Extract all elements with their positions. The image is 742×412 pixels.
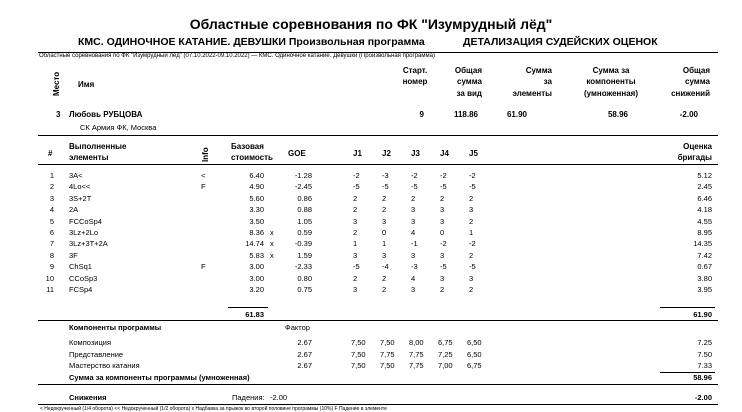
component-judge-score: 6,50	[467, 338, 482, 347]
tes-header-2: за	[543, 77, 552, 86]
judge-header-2: J2	[382, 149, 391, 158]
tes-header-3: элементы	[512, 89, 552, 98]
pcs-header-1: Сумма за	[592, 66, 630, 75]
element-judge-score: 2	[469, 216, 474, 226]
element-judge-score: 3	[440, 250, 445, 260]
element-base-value: 3.30	[249, 205, 264, 215]
ded-header-3: снижений	[671, 89, 710, 98]
element-code: 3S+2T	[69, 193, 92, 203]
element-base-value: 3.20	[249, 285, 264, 294]
element-judge-score: -2	[411, 171, 418, 180]
element-judge-score: 2	[440, 193, 445, 203]
element-panel-score: 14.35	[693, 239, 712, 249]
element-panel-score: 4.18	[697, 205, 712, 215]
element-number: 8	[49, 250, 54, 260]
bv-header-1: Базовая	[231, 142, 264, 151]
component-judge-score: 7,50	[351, 338, 366, 347]
element-judge-score: 2	[353, 205, 358, 215]
element-bonus-marker: x	[270, 228, 274, 237]
element-panel-score: 6.46	[697, 193, 712, 203]
skater-name: Любовь РУБЦОВА	[69, 110, 143, 119]
element-judge-score: 3	[382, 216, 387, 226]
element-judge-score: -5	[411, 182, 418, 192]
element-judge-score: -5	[353, 262, 360, 272]
bv-total: 61.83	[245, 310, 264, 319]
component-judge-score: 7,25	[438, 349, 453, 359]
element-judge-score: 2	[440, 285, 445, 294]
element-number: 7	[49, 239, 54, 249]
deductions-total: -2.00	[694, 393, 712, 402]
element-code: CCoSp3	[69, 273, 98, 283]
goe-header: GOE	[288, 149, 306, 158]
component-name: Мастерство катания	[69, 361, 140, 371]
element-judge-score: 2	[353, 193, 358, 203]
element-goe: 0.86	[297, 193, 312, 203]
element-judge-score: -5	[440, 262, 447, 272]
score-header-1: Оценка	[683, 142, 712, 151]
element-judge-score: 4	[411, 273, 416, 283]
element-code: FCSp4	[69, 285, 93, 294]
element-number: 3	[49, 193, 54, 203]
judge-header-3: J3	[411, 149, 420, 158]
skater-total: 118.86	[453, 110, 478, 119]
element-judge-score: 2	[411, 193, 416, 203]
components-sum-label: Сумма за компоненты программы (умноженная)	[69, 373, 250, 382]
element-judge-score: 3	[440, 205, 445, 215]
element-number: 4	[49, 205, 54, 215]
ded-header-2: сумма	[685, 77, 710, 86]
component-judge-score: 7,75	[409, 361, 424, 371]
component-judge-score: 7,50	[380, 338, 395, 347]
component-score: 7.33	[697, 361, 712, 371]
component-judge-score: 7,75	[409, 349, 424, 359]
element-code: 2A	[69, 205, 79, 215]
element-bonus-marker: x	[270, 239, 274, 249]
element-number: 10	[45, 273, 54, 283]
page-title: Областные соревнования по ФК "Изумрудный лёд"	[189, 16, 553, 32]
elements-header-1: Выполненные	[69, 142, 127, 151]
ded-header-1: Общая	[682, 66, 710, 75]
element-goe: -1.28	[294, 171, 312, 180]
pcs-header-2: компоненты	[586, 77, 636, 86]
components-sum: 58.96	[693, 373, 712, 382]
element-base-value: 5.60	[249, 193, 264, 203]
deductions-separator	[38, 384, 718, 385]
element-judge-score: 3	[353, 285, 358, 294]
component-judge-score: 7,50	[351, 349, 366, 359]
element-judge-score: 0	[440, 228, 445, 237]
element-judge-score: -5	[382, 182, 389, 192]
element-code: 3Lz+2Lo	[69, 228, 98, 237]
score-total: 61.90	[693, 310, 712, 319]
element-number: 11	[46, 285, 54, 294]
element-judge-score: 2	[353, 273, 358, 283]
element-panel-score: 2.45	[697, 182, 712, 192]
component-factor: 2.67	[297, 361, 312, 371]
judge-header-5: J5	[469, 149, 478, 158]
element-panel-score: 3.80	[697, 273, 712, 283]
event-line: Областные соревнования по ФК "Изумрудный лёд" (07.10.2022-09.10.2022) — КМС. Одиночное катание. Девушки (Произвольная программа)	[39, 53, 435, 59]
total-header-2: сумма	[457, 77, 482, 86]
elements-header-2: элементы	[69, 153, 109, 162]
element-judge-score: 2	[469, 285, 474, 294]
components-header: Компоненты программы	[69, 323, 162, 332]
element-judge-score: -5	[440, 182, 447, 192]
element-judge-score: 2	[382, 273, 387, 283]
element-judge-score: -2	[469, 171, 476, 180]
element-code: 4Lo<<	[69, 182, 91, 192]
element-goe: 0.75	[297, 285, 312, 294]
skater-tes: 61.90	[506, 110, 527, 119]
element-base-value: 3.00	[249, 273, 264, 283]
name-header: Имя	[78, 80, 95, 89]
element-judge-score: 3	[353, 216, 358, 226]
element-panel-score: 0.67	[697, 262, 712, 272]
element-number: 2	[49, 182, 54, 192]
skater-club: СК Армия ФК, Москва	[80, 123, 157, 132]
component-judge-score: 7,50	[351, 361, 366, 371]
footnote: < Недокрученный (1/4 оборота) << Недокрученный (1/2 оборота) x Надбавка за прыжок во второй половине программы (10%) F Падение в элементе	[40, 406, 387, 412]
element-bonus-marker: x	[270, 250, 274, 260]
element-judge-score: 1	[382, 239, 387, 249]
element-judge-score: -4	[382, 262, 389, 272]
element-goe: -2.45	[294, 182, 312, 192]
element-base-value: 3.00	[249, 262, 264, 272]
score-header-2: бригады	[677, 153, 712, 162]
element-base-value: 8.36	[249, 228, 264, 237]
element-judge-score: 3	[353, 250, 358, 260]
element-panel-score: 8.95	[697, 228, 712, 237]
skater-place: 3	[56, 110, 61, 119]
report-type: ДЕТАЛИЗАЦИЯ СУДЕЙСКИХ ОЦЕНОК	[463, 36, 658, 48]
element-judge-score: -2	[469, 239, 476, 249]
element-judge-score: 2	[469, 250, 474, 260]
element-judge-score: -5	[353, 182, 360, 192]
element-judge-score: 1	[469, 228, 474, 237]
component-score: 7.50	[697, 349, 712, 359]
element-base-value: 3.50	[249, 216, 264, 226]
element-judge-score: -2	[440, 239, 447, 249]
skater-deductions: -2.00	[679, 110, 698, 119]
bv-total-line	[228, 307, 268, 308]
falls-value: -2.00	[270, 393, 288, 402]
pcs-header-3: (умноженная)	[584, 89, 638, 98]
element-judge-score: 2	[353, 228, 358, 237]
element-code: FCCoSp4	[69, 216, 102, 226]
element-goe: 0.59	[297, 228, 312, 237]
place-header: Место	[52, 71, 61, 96]
element-judge-score: 0	[382, 228, 387, 237]
element-judge-score: -1	[411, 239, 418, 249]
element-goe: -0.39	[294, 239, 312, 249]
elements-header-separator	[38, 164, 718, 165]
info-header: Info	[201, 147, 210, 162]
element-judge-score: 3	[469, 205, 474, 215]
element-number: 1	[49, 171, 54, 180]
element-goe: 0.80	[297, 273, 312, 283]
judge-header-4: J4	[440, 149, 449, 158]
element-judge-score: 2	[382, 285, 387, 294]
element-goe: 1.05	[297, 216, 312, 226]
element-judge-score: -5	[469, 262, 476, 272]
num-header: #	[48, 149, 53, 158]
element-judge-score: 3	[411, 205, 416, 215]
score-total-line	[660, 307, 715, 308]
element-judge-score: 3	[469, 273, 474, 283]
element-judge-score: 3	[440, 273, 445, 283]
element-panel-score: 7.42	[697, 250, 712, 260]
page-subtitle: КМС. ОДИНОЧНОЕ КАТАНИЕ. ДЕВУШКИ Произвольная программа	[78, 36, 425, 48]
element-base-value: 4.90	[249, 182, 264, 192]
element-judge-score: 3	[411, 216, 416, 226]
total-header-3: за вид	[456, 89, 482, 98]
element-code: ChSq1	[69, 262, 92, 272]
component-factor: 2.67	[297, 338, 312, 347]
bottom-border	[38, 404, 718, 405]
element-panel-score: 3.95	[697, 285, 712, 294]
element-goe: 0.88	[297, 205, 312, 215]
element-number: 9	[49, 262, 54, 272]
component-score: 7.25	[697, 338, 712, 347]
factor-header: Фактор	[285, 323, 310, 332]
element-info: <	[201, 171, 206, 180]
element-judge-score: 3	[411, 285, 416, 294]
summary-separator	[38, 135, 718, 136]
element-code: 3A<	[69, 171, 83, 180]
element-judge-score: -5	[469, 182, 476, 192]
component-judge-score: 6,75	[467, 361, 482, 371]
element-panel-score: 5.12	[697, 171, 712, 180]
element-judge-score: 2	[382, 193, 387, 203]
element-judge-score: 3	[382, 250, 387, 260]
element-judge-score: -3	[411, 262, 418, 272]
component-judge-score: 6,50	[467, 349, 482, 359]
component-judge-score: 6,75	[438, 338, 453, 347]
component-name: Представление	[69, 349, 124, 359]
element-judge-score: -2	[353, 171, 360, 180]
element-judge-score: 2	[382, 205, 387, 215]
element-goe: 1.59	[297, 250, 312, 260]
component-factor: 2.67	[297, 349, 312, 359]
skater-start: 9	[419, 110, 424, 119]
component-judge-score: 7,50	[380, 361, 395, 371]
element-judge-score: 2	[469, 193, 474, 203]
falls-label: Падения:	[232, 393, 265, 402]
start-header-1: Старт.	[402, 66, 428, 75]
component-name: Композиция	[69, 338, 112, 347]
element-number: 5	[49, 216, 54, 226]
deductions-label: Снижения	[69, 393, 107, 402]
component-judge-score: 7,75	[380, 349, 395, 359]
element-judge-score: 3	[411, 250, 416, 260]
element-info: F	[201, 262, 206, 272]
element-judge-score: 4	[411, 228, 416, 237]
total-header-1: Общая	[454, 66, 482, 75]
element-base-value: 14.74	[245, 239, 264, 249]
bv-header-2: стоимость	[231, 153, 273, 162]
element-judge-score: 1	[353, 239, 358, 249]
element-info: F	[201, 182, 206, 192]
element-panel-score: 4.55	[697, 216, 712, 226]
component-judge-score: 7,00	[438, 361, 453, 371]
component-judge-score: 8,00	[409, 338, 424, 347]
element-judge-score: 3	[440, 216, 445, 226]
skater-pcs: 58.96	[607, 110, 628, 119]
judge-header-1: J1	[353, 149, 362, 158]
element-judge-score: -3	[382, 171, 389, 180]
element-code: 3F	[69, 250, 78, 260]
element-base-value: 6.40	[249, 171, 264, 180]
element-code: 3Lz+3T+2A	[69, 239, 108, 249]
element-judge-score: -2	[440, 171, 447, 180]
components-separator	[38, 320, 718, 321]
element-number: 6	[49, 228, 54, 237]
element-base-value: 5.83	[249, 250, 264, 260]
element-goe: -2.33	[294, 262, 312, 272]
start-header-2: номер	[402, 77, 428, 86]
tes-header-1: Сумма	[525, 66, 552, 75]
